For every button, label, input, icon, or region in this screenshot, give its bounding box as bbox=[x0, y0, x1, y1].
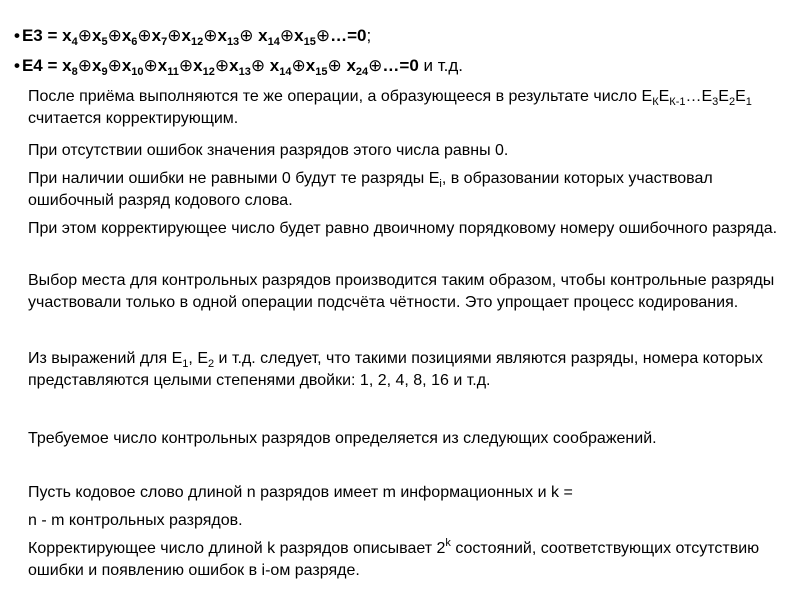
subscript: 4 bbox=[71, 36, 78, 48]
text: , в образовании которых участвовал ошибочный разряд кодового слова. bbox=[28, 170, 713, 209]
equation-tail: и т.д. bbox=[418, 56, 464, 75]
paragraph-binary-number: При этом корректирующее число будет равно двоичному порядковому номеру ошибочного разряда. bbox=[28, 220, 778, 237]
xor-operator: ⊕ bbox=[250, 56, 266, 75]
subscript: 14 bbox=[267, 36, 280, 48]
equation-term bbox=[341, 56, 383, 78]
subscript: 9 bbox=[101, 66, 108, 78]
variable: x bbox=[217, 26, 227, 45]
equation-e4 bbox=[14, 56, 463, 76]
equation-term bbox=[265, 56, 306, 78]
subscript: К-1 bbox=[669, 96, 686, 108]
equation-term bbox=[229, 56, 266, 78]
variable: x bbox=[253, 26, 268, 45]
variable: x bbox=[151, 26, 162, 45]
equation-term bbox=[151, 26, 182, 48]
xor-operator: ⊕ bbox=[368, 56, 383, 75]
variable: x bbox=[121, 56, 132, 75]
xor-operator: ⊕ bbox=[77, 26, 92, 45]
variable: x bbox=[62, 26, 72, 45]
equation-term bbox=[121, 56, 158, 78]
equation-term bbox=[62, 26, 92, 48]
paragraph-powers-of-two bbox=[28, 348, 778, 392]
text: считается корректирующим. bbox=[28, 110, 239, 127]
equation-terms bbox=[62, 56, 383, 78]
xor-operator: ⊕ bbox=[143, 56, 158, 75]
variable: x bbox=[294, 26, 304, 45]
text: состояний, соответствующих отсутствию ошибки и появлению ошибок в i-ом разряде. bbox=[28, 540, 760, 579]
xor-operator: ⊕ bbox=[239, 26, 254, 45]
variable: x bbox=[265, 56, 280, 75]
variable: x bbox=[91, 56, 102, 75]
xor-operator: ⊕ bbox=[214, 56, 230, 75]
paragraph-control-count: n - m контрольных разрядов. bbox=[28, 512, 243, 529]
subscript: 2 bbox=[728, 96, 736, 108]
equation-end: …=0 bbox=[330, 26, 367, 45]
subscript: 15 bbox=[303, 36, 316, 48]
equation-term bbox=[121, 26, 152, 48]
subscript: 8 bbox=[71, 66, 78, 78]
variable: x bbox=[305, 56, 316, 75]
xor-operator: ⊕ bbox=[107, 26, 122, 45]
xor-operator: ⊕ bbox=[167, 26, 182, 45]
xor-operator: ⊕ bbox=[279, 26, 295, 45]
text: Е bbox=[658, 88, 670, 105]
subscript: 11 bbox=[167, 66, 179, 78]
text: Из выражений для Е bbox=[28, 350, 183, 367]
xor-operator: ⊕ bbox=[327, 56, 342, 75]
paragraph-codeword: Пусть кодовое слово длиной n разрядов имеет m информационных и k = bbox=[28, 484, 573, 501]
subscript: 1 bbox=[182, 358, 189, 370]
xor-operator: ⊕ bbox=[137, 26, 152, 45]
equation-term bbox=[181, 26, 218, 48]
equation-term bbox=[157, 56, 194, 78]
text: и т.д. следует, что такими позициями являются разряды, номера которых представляются целыми степенями двойки: 1, 2, 4, 8, 16 и т.д. bbox=[28, 350, 763, 389]
bullet: • bbox=[14, 56, 20, 75]
subscript: 15 bbox=[315, 66, 328, 78]
text: При наличии ошибки не равными 0 будут те разряды Е bbox=[28, 170, 440, 187]
subscript: 10 bbox=[131, 66, 144, 78]
variable: x bbox=[157, 56, 168, 75]
variable: x bbox=[62, 56, 72, 75]
equation-term bbox=[253, 26, 295, 48]
xor-operator: ⊕ bbox=[178, 56, 194, 75]
equation-term bbox=[62, 56, 92, 78]
subscript: 7 bbox=[161, 36, 168, 48]
equation-label: E3 = bbox=[21, 26, 63, 45]
equation-term bbox=[91, 26, 122, 48]
equation-term bbox=[305, 56, 342, 78]
variable: x bbox=[181, 26, 191, 45]
variable: x bbox=[91, 26, 102, 45]
text: Корректирующее число длиной k разрядов описывает 2 bbox=[28, 540, 446, 557]
subscript: 14 bbox=[279, 66, 292, 78]
text: Е bbox=[735, 88, 746, 105]
equation-term bbox=[193, 56, 230, 78]
equation-end: …=0 bbox=[382, 56, 419, 75]
equation-term bbox=[217, 26, 254, 48]
variable: x bbox=[193, 56, 203, 75]
subscript: 12 bbox=[202, 66, 215, 78]
paragraph-states bbox=[28, 538, 778, 582]
subscript: 1 bbox=[745, 96, 752, 108]
equation-term bbox=[91, 56, 122, 78]
subscript: 24 bbox=[355, 66, 369, 78]
subscript: 5 bbox=[101, 36, 108, 48]
variable: x bbox=[121, 26, 132, 45]
text: , Е bbox=[188, 350, 208, 367]
subscript: 3 bbox=[712, 96, 719, 108]
xor-operator: ⊕ bbox=[77, 56, 92, 75]
xor-operator: ⊕ bbox=[107, 56, 122, 75]
paragraph-error-present bbox=[28, 168, 778, 212]
variable: x bbox=[229, 56, 239, 75]
xor-operator: ⊕ bbox=[315, 26, 331, 45]
text: После приёма выполняются те же операции, а образующееся в результате число Е bbox=[28, 88, 653, 105]
subscript: 12 bbox=[190, 36, 204, 48]
text: …Е bbox=[685, 88, 713, 105]
xor-operator: ⊕ bbox=[203, 26, 218, 45]
equation-label: E4 = bbox=[21, 56, 63, 75]
subscript: К bbox=[652, 96, 659, 108]
equation-term bbox=[294, 26, 331, 48]
bullet: • bbox=[14, 26, 20, 45]
equation-tail: ; bbox=[366, 26, 372, 45]
subscript: i bbox=[439, 178, 442, 190]
superscript: k bbox=[445, 537, 451, 549]
equation-e3 bbox=[14, 26, 371, 46]
variable: x bbox=[341, 56, 356, 75]
subscript: 13 bbox=[226, 36, 240, 48]
subscript: 13 bbox=[238, 66, 251, 78]
paragraph-correction-number bbox=[28, 86, 778, 130]
paragraph-control-bits-placement: Выбор места для контрольных разрядов производится таким образом, чтобы контрольные разряды участвовали только в одной операции подсчёта чётности. Это упрощает процесс кодирования. bbox=[28, 272, 775, 311]
subscript: 6 bbox=[131, 36, 138, 48]
paragraph-required-bits: Требуемое число контрольных разрядов определяется из следующих соображений. bbox=[28, 430, 657, 447]
paragraph-no-errors: При отсутствии ошибок значения разрядов этого числа равны 0. bbox=[28, 142, 509, 159]
subscript: 2 bbox=[207, 358, 215, 370]
xor-operator: ⊕ bbox=[291, 56, 306, 75]
equation-terms bbox=[62, 26, 331, 48]
text: Е bbox=[718, 88, 729, 105]
